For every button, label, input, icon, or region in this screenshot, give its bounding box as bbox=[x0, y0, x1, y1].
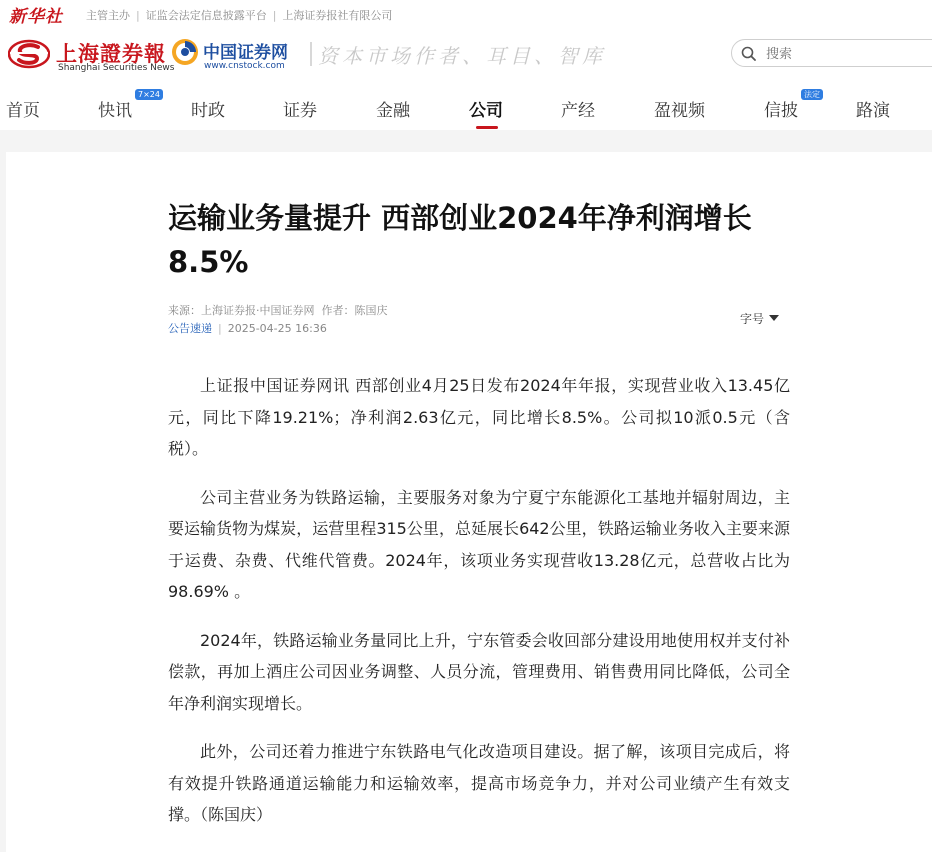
nav-item-roadshow[interactable]: 路演 bbox=[856, 101, 890, 121]
search-icon[interactable] bbox=[741, 46, 756, 61]
nav-active-indicator bbox=[476, 126, 498, 129]
caret-down-icon bbox=[769, 315, 779, 321]
article-paragraph: 此外，公司还着力推进宁东铁路电气化改造项目建设。据了解，该项目完成后，将有效提升铁路通道运输能力和运输效率，提高市场竞争力，并对公司业绩产生有效支撑。（陈国庆） bbox=[168, 742, 790, 824]
nav-item-finance[interactable]: 金融 bbox=[376, 101, 410, 121]
article-title: 运输业务量提升 西部创业2024年净利润增长8.5% bbox=[168, 201, 752, 279]
article-paragraph: 公司主营业务为铁路运输，主要服务对象为宁夏宁东能源化工基地并辐射周边，主要运输货物为煤炭，运营里程315公里，总延展长642公里，铁路运输业务收入主要来源于运费、杂费、代维代管费。2024年，该项业务实现营收13.28亿元，总营收占比为98.69% 。 bbox=[168, 487, 790, 601]
article-author: 作者：陈国庆 bbox=[321, 304, 388, 317]
article-body bbox=[168, 370, 790, 848]
cnstock-mark-icon bbox=[170, 37, 200, 67]
nav-item-disclosure[interactable]: 信披 bbox=[764, 101, 798, 121]
article-paragraph: 2024年，铁路运输业务量同比上升，宁东管委会收回部分建设用地使用权并支付补偿款，再加上酒庄公司因业务调整、人员分流，管理费用、销售费用同比降低，公司全年净利润实现增长。 bbox=[168, 630, 790, 713]
nav-item-video[interactable]: 盈视频 bbox=[654, 101, 705, 121]
slogan-divider bbox=[310, 42, 312, 66]
nav-item-securities[interactable]: 证券 bbox=[283, 101, 317, 121]
main-nav bbox=[0, 84, 932, 130]
font-size-control[interactable] bbox=[740, 310, 779, 327]
search-box[interactable] bbox=[731, 39, 932, 67]
nav-item-politics[interactable]: 时政 bbox=[191, 101, 225, 121]
article-paragraph: 上证报中国证券网讯 西部创业4月25日发布2024年年报，实现营业收入13.45亿元，同比下降19.21%；净利润2.63亿元，同比增长8.5%。公司拟10派0.5元（含税）。 bbox=[168, 376, 790, 458]
top-link-company[interactable]: 上海证券报社有限公司 bbox=[282, 9, 393, 22]
article-category-link[interactable]: 公告速递 bbox=[168, 322, 212, 335]
slogan: 资本市场作者、耳目、智库 bbox=[318, 44, 606, 68]
top-link-disclosure[interactable]: 证监会法定信息披露平台 bbox=[145, 9, 267, 22]
search-input[interactable] bbox=[764, 43, 928, 65]
nav-badge-7x24: 7×24 bbox=[135, 89, 163, 100]
cnstock-logo[interactable] bbox=[170, 36, 310, 76]
cnstock-logo-text: 中国证券网 bbox=[203, 43, 288, 63]
article-source-line bbox=[168, 302, 388, 318]
ssn-logo-en: Shanghai Securities News bbox=[58, 63, 175, 73]
nav-item-home[interactable]: 首页 bbox=[6, 101, 40, 121]
logo-bar bbox=[0, 28, 932, 84]
ssn-logo[interactable] bbox=[8, 37, 175, 75]
top-bar bbox=[0, 0, 932, 28]
article-source: 来源：上海证券报·中国证券网 bbox=[168, 304, 315, 317]
top-links: 主管主办 | 证监会法定信息披露平台 | 上海证券报社有限公司 bbox=[86, 9, 393, 22]
ssn-logo-text: 上海證券報 bbox=[56, 41, 166, 66]
article-card bbox=[6, 152, 932, 852]
cnstock-logo-url: www.cnstock.com bbox=[204, 61, 285, 71]
xinhua-logo[interactable]: 新华社 bbox=[9, 7, 63, 27]
ssn-mark-icon bbox=[8, 39, 50, 69]
top-link-sponsor[interactable]: 主管主办 bbox=[86, 9, 130, 22]
font-size-label: 字号 bbox=[740, 312, 765, 326]
article-datetime: 2025-04-25 16:36 bbox=[227, 322, 327, 335]
nav-item-industry[interactable]: 产经 bbox=[561, 101, 595, 121]
article-meta-line: 公告速递 | 2025-04-25 16:36 bbox=[168, 322, 327, 335]
nav-item-company[interactable]: 公司 bbox=[469, 101, 503, 121]
nav-badge-legal: 法定 bbox=[801, 89, 823, 100]
nav-item-flash[interactable]: 快讯 bbox=[98, 101, 132, 121]
